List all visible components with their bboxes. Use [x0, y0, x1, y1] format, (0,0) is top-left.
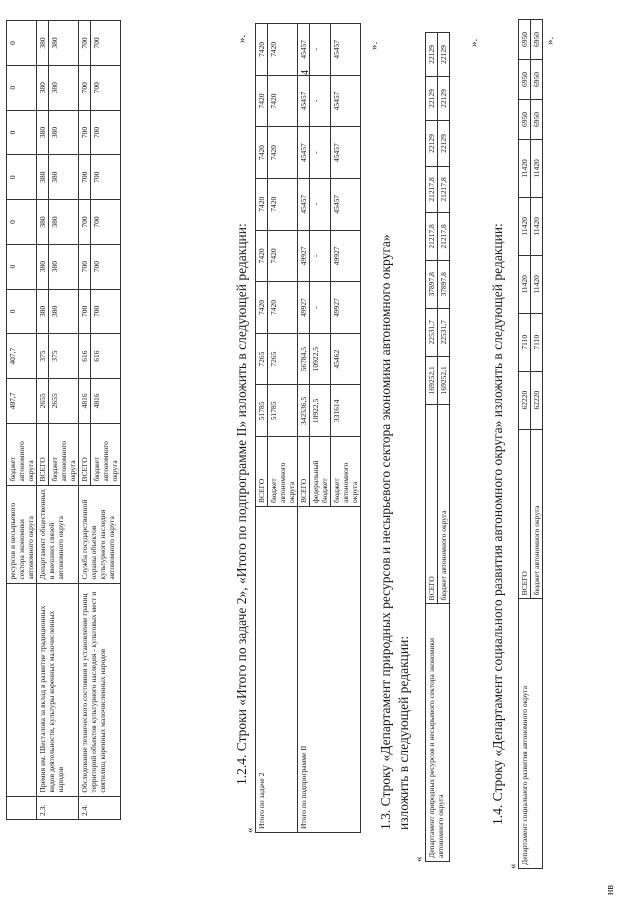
- value-cell: 21217,8: [438, 212, 450, 260]
- value-cell: 7265: [268, 333, 298, 385]
- value-cell: -: [310, 178, 331, 230]
- value-cell: 22129: [426, 77, 438, 121]
- open-quote-2: «: [413, 856, 425, 862]
- funding-source: бюджет автономного округа: [91, 423, 121, 485]
- value-cell: 22129: [438, 33, 450, 77]
- value-cell: 22129: [426, 33, 438, 77]
- value-cell: 7420: [268, 24, 298, 76]
- value-cell: 6950: [519, 60, 531, 100]
- value-cell: 7420: [268, 127, 298, 179]
- funding-source: ВСЕГО: [426, 404, 438, 604]
- value-cell: 2655: [37, 379, 49, 424]
- value-cell: 342536,5: [298, 385, 310, 437]
- value-cell: 700: [91, 200, 121, 245]
- close-quote-2: ».: [368, 41, 380, 50]
- funding-source: бюджет автономного округа: [331, 437, 361, 507]
- value-cell: 700: [91, 65, 121, 110]
- subprogram-totals-table: [255, 23, 361, 833]
- value-cell: 7420: [256, 282, 268, 334]
- value-cell: 56784,5: [298, 333, 310, 385]
- table-row: [298, 24, 310, 833]
- value-cell: 10922,5: [310, 385, 331, 437]
- close-quote-3: ».: [468, 38, 480, 47]
- value-cell: -: [310, 230, 331, 282]
- funding-source: ВСЕГО: [519, 429, 531, 599]
- close-quote-4: ».: [544, 36, 556, 45]
- value-cell: 22129: [426, 121, 438, 167]
- group-label: Итого по подпрограмме II: [298, 506, 361, 832]
- value-cell: 380: [37, 65, 49, 110]
- value-cell: 62220: [519, 371, 531, 429]
- value-cell: -: [310, 127, 331, 179]
- value-cell: 700: [91, 21, 121, 66]
- value-cell: 0: [7, 155, 37, 200]
- value-cell: 11420: [519, 139, 531, 197]
- value-cell: 11420: [519, 255, 531, 313]
- dep-social-table: [518, 19, 543, 869]
- value-cell: 45457: [331, 127, 361, 179]
- measure-name: [7, 583, 37, 796]
- row-number: [7, 796, 37, 819]
- funding-source: бюджет автономного округа: [7, 423, 37, 485]
- value-cell: 4816: [91, 379, 121, 424]
- value-cell: 700: [79, 244, 91, 289]
- table-row: [519, 20, 531, 869]
- value-cell: 380: [37, 289, 49, 334]
- value-cell: 7420: [256, 178, 268, 230]
- funding-source: ВСЕГО: [79, 423, 91, 485]
- footer-mark: нв: [605, 884, 616, 895]
- value-cell: 45457: [331, 75, 361, 127]
- open-quote-3: «: [507, 863, 519, 869]
- funding-source: ВСЕГО: [37, 423, 49, 485]
- value-cell: 6950: [531, 20, 543, 60]
- value-cell: 10922,5: [310, 333, 331, 385]
- open-quote-1: «: [244, 827, 256, 833]
- value-cell: 6950: [519, 100, 531, 140]
- section-1-2-4-heading: 1.2.4. Строки «Итого по задаче 2», «Итого по подпрограмме II» изложить в следующей редакции:: [234, 223, 249, 785]
- value-cell: 700: [79, 200, 91, 245]
- value-cell: 700: [91, 289, 121, 334]
- table-row: [79, 21, 91, 820]
- table-row: [426, 33, 438, 862]
- row-number: 2.4.: [79, 796, 121, 819]
- value-cell: 169252,1: [426, 356, 438, 404]
- value-cell: 11420: [531, 197, 543, 255]
- value-cell: 45457: [298, 75, 310, 127]
- value-cell: 49927: [331, 230, 361, 282]
- funding-source: бюджет автономного округа: [531, 429, 543, 599]
- value-cell: 380: [49, 110, 79, 155]
- value-cell: 21217,8: [426, 212, 438, 260]
- value-cell: 45457: [331, 24, 361, 76]
- value-cell: 7420: [256, 230, 268, 282]
- group-label: Департамент природных ресурсов и несырьевого сектора экономики автономного округа: [426, 604, 450, 862]
- row-number: 2.3.: [37, 796, 79, 819]
- funding-source: федеральный бюджет: [310, 437, 331, 507]
- value-cell: 11420: [531, 255, 543, 313]
- value-cell: 4816: [79, 379, 91, 424]
- value-cell: 700: [79, 65, 91, 110]
- value-cell: 700: [79, 155, 91, 200]
- program-table: [6, 20, 121, 820]
- value-cell: 22531,7: [438, 308, 450, 356]
- value-cell: 11420: [531, 139, 543, 197]
- funding-source: ВСЕГО: [256, 437, 268, 507]
- value-cell: 380: [37, 21, 49, 66]
- value-cell: 45457: [331, 178, 361, 230]
- value-cell: 37897,8: [438, 260, 450, 308]
- value-cell: 7420: [268, 178, 298, 230]
- value-cell: 380: [49, 155, 79, 200]
- value-cell: 11420: [519, 197, 531, 255]
- value-cell: 7110: [519, 313, 531, 371]
- section-1-4-heading: 1.4. Строку «Департамент социального развития автономного округа» изложить в следующей редакции:: [490, 223, 505, 825]
- value-cell: 7110: [531, 313, 543, 371]
- value-cell: 616: [79, 334, 91, 379]
- value-cell: 700: [79, 289, 91, 334]
- value-cell: 45457: [298, 127, 310, 179]
- value-cell: -: [310, 24, 331, 76]
- value-cell: 375: [49, 334, 79, 379]
- value-cell: 45462: [331, 333, 361, 385]
- value-cell: 45457: [298, 178, 310, 230]
- value-cell: 0: [7, 21, 37, 66]
- value-cell: 0: [7, 289, 37, 334]
- value-cell: 49927: [298, 230, 310, 282]
- value-cell: 21217,8: [438, 166, 450, 212]
- value-cell: 616: [91, 334, 121, 379]
- value-cell: 6950: [531, 60, 543, 100]
- executor: ресурсов и несырьевого сектора экономики автономного округа: [7, 485, 37, 583]
- executor: Служба государственной охраны объектов культурного наследия автономного округа: [79, 485, 121, 583]
- value-cell: 700: [91, 155, 121, 200]
- value-cell: 22531,7: [426, 308, 438, 356]
- page-number: 4: [300, 70, 311, 75]
- table-row: [7, 21, 37, 820]
- value-cell: 380: [49, 200, 79, 245]
- value-cell: 37897,8: [426, 260, 438, 308]
- value-cell: 0: [7, 110, 37, 155]
- funding-source: бюджет автономного округа: [49, 423, 79, 485]
- value-cell: 380: [49, 289, 79, 334]
- group-label: Департамент социального развития автономного округа: [519, 599, 543, 869]
- value-cell: 7420: [256, 75, 268, 127]
- funding-source: ВСЕГО: [298, 437, 310, 507]
- value-cell: 6950: [531, 100, 543, 140]
- value-cell: 380: [37, 244, 49, 289]
- value-cell: 21217,8: [426, 166, 438, 212]
- section-1-3-line2: изложить в следующей редакции:: [396, 635, 411, 830]
- value-cell: 380: [49, 244, 79, 289]
- value-cell: 700: [79, 21, 91, 66]
- value-cell: 22129: [438, 121, 450, 167]
- value-cell: 0: [7, 244, 37, 289]
- executor: Департамент общественных и внешних связей автономного округа: [37, 485, 79, 583]
- value-cell: 22129: [438, 77, 450, 121]
- value-cell: 45457: [298, 24, 310, 76]
- value-cell: 51785: [268, 385, 298, 437]
- value-cell: 407,7: [7, 334, 37, 379]
- table-row: [37, 21, 49, 820]
- value-cell: 0: [7, 200, 37, 245]
- value-cell: 7420: [256, 24, 268, 76]
- funding-source: бюджет автономного округа: [438, 404, 450, 604]
- measure-name: Премия им. Шесталова за вклад в развитие традиционных видов деятельности, культуры коренных малочисленных народов: [37, 583, 79, 796]
- measure-name: Обследование технического состояния и установление границ территорий объектов культурного наследия - культовых мест и святилищ коренных малочисленных народов: [79, 583, 121, 796]
- value-cell: 380: [37, 155, 49, 200]
- value-cell: 49927: [331, 282, 361, 334]
- group-label: Итого по задаче 2: [256, 506, 298, 832]
- value-cell: 375: [37, 334, 49, 379]
- value-cell: 62220: [531, 371, 543, 429]
- value-cell: 7420: [268, 282, 298, 334]
- value-cell: 700: [91, 244, 121, 289]
- value-cell: 0: [7, 65, 37, 110]
- value-cell: 51785: [256, 385, 268, 437]
- value-cell: 7420: [256, 127, 268, 179]
- value-cell: 380: [37, 200, 49, 245]
- value-cell: 700: [79, 110, 91, 155]
- value-cell: -: [310, 75, 331, 127]
- value-cell: 49927: [298, 282, 310, 334]
- value-cell: 6950: [519, 20, 531, 60]
- value-cell: 331614: [331, 385, 361, 437]
- section-1-3-line1: 1.3. Строку «Департамент природных ресурсов и несырьевого сектора экономики автономного округа»: [378, 234, 393, 830]
- close-quote-1: ».: [236, 34, 248, 43]
- value-cell: 2655: [49, 379, 79, 424]
- value-cell: 7420: [268, 230, 298, 282]
- value-cell: 7265: [256, 333, 268, 385]
- funding-source: бюджет автономного округа: [268, 437, 298, 507]
- value-cell: 407,7: [7, 379, 37, 424]
- value-cell: 380: [37, 110, 49, 155]
- value-cell: 700: [91, 110, 121, 155]
- table-row: [256, 24, 268, 833]
- value-cell: 380: [49, 21, 79, 66]
- dep-nature-table: [425, 32, 450, 862]
- value-cell: 380: [49, 65, 79, 110]
- value-cell: 7420: [268, 75, 298, 127]
- value-cell: -: [310, 282, 331, 334]
- value-cell: 169252,1: [438, 356, 450, 404]
